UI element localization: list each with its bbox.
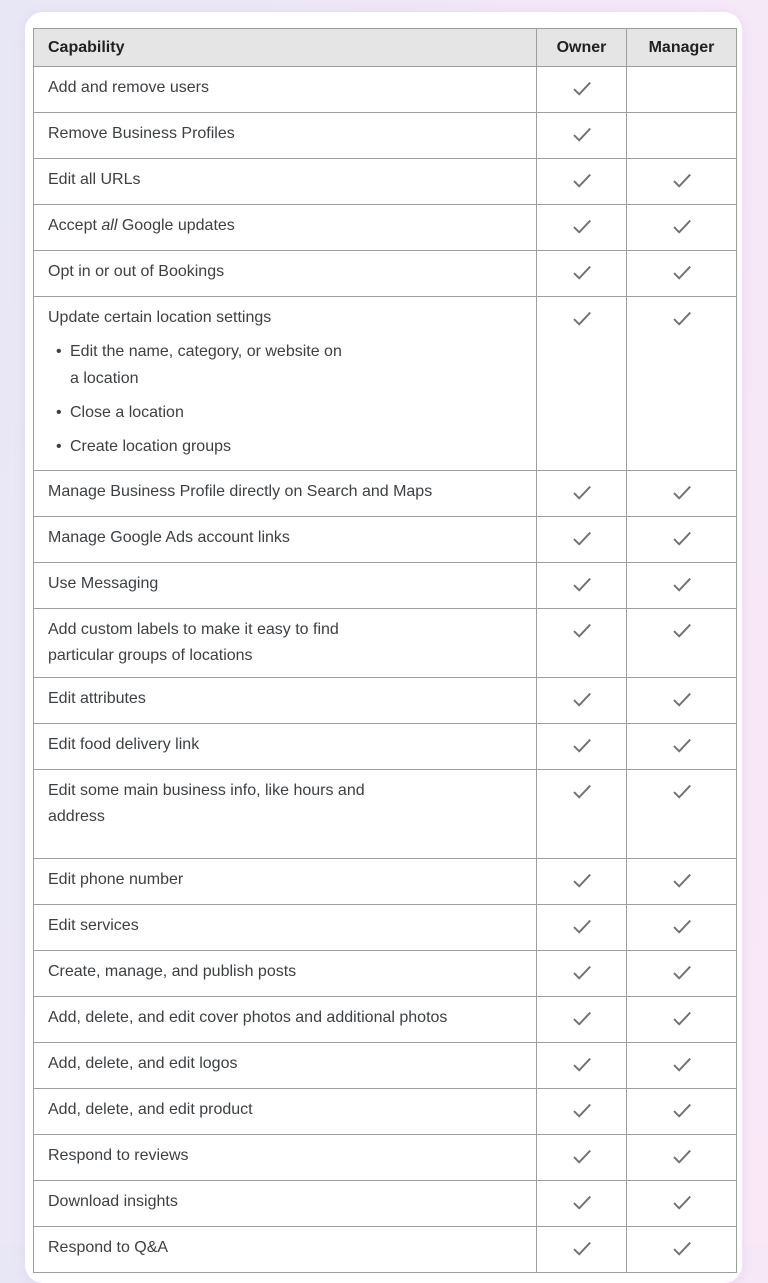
checkmark-icon xyxy=(669,1051,695,1077)
table-row xyxy=(34,471,737,517)
manager-cell xyxy=(627,1135,737,1181)
checkmark-icon xyxy=(669,1005,695,1031)
checkmark-icon xyxy=(669,686,695,712)
table-row xyxy=(34,297,737,471)
capability-cell xyxy=(34,1043,537,1089)
owner-cell xyxy=(537,997,627,1043)
capability-cell xyxy=(34,159,537,205)
bullet-item: • Close a location xyxy=(48,399,522,426)
table-row xyxy=(34,1135,737,1181)
table-row xyxy=(34,724,737,770)
owner-cell xyxy=(537,859,627,905)
manager-cell xyxy=(627,678,737,724)
manager-cell xyxy=(627,1181,737,1227)
capability-cell xyxy=(34,205,537,251)
capability-cell xyxy=(34,1089,537,1135)
manager-cell xyxy=(627,517,737,563)
capability-label: Respond to reviews xyxy=(48,1147,189,1164)
table-row xyxy=(34,859,737,905)
checkmark-icon xyxy=(669,1143,695,1169)
manager-cell xyxy=(627,859,737,905)
checkmark-icon xyxy=(569,259,595,285)
owner-cell xyxy=(537,905,627,951)
content-card xyxy=(25,12,742,1283)
manager-cell xyxy=(627,905,737,951)
checkmark-icon xyxy=(669,913,695,939)
capability-cell xyxy=(34,471,537,517)
capability-cell xyxy=(34,1227,537,1273)
checkmark-icon xyxy=(569,959,595,985)
checkmark-icon xyxy=(569,1097,595,1123)
checkmark-icon xyxy=(569,1143,595,1169)
capability-label: Manage Business Profile directly on Search and Maps xyxy=(48,483,433,500)
table-row xyxy=(34,905,737,951)
table-row xyxy=(34,997,737,1043)
checkmark-icon xyxy=(569,75,595,101)
capability-cell xyxy=(34,1135,537,1181)
capability-table-body xyxy=(34,67,737,1273)
owner-cell xyxy=(537,1089,627,1135)
manager-cell xyxy=(627,609,737,678)
capability-label: Edit attributes xyxy=(48,690,146,707)
table-row xyxy=(34,67,737,113)
manager-cell xyxy=(627,724,737,770)
capability-label: Update certain location settings xyxy=(48,309,272,326)
checkmark-icon xyxy=(669,1189,695,1215)
checkmark-icon xyxy=(669,305,695,331)
capability-cell xyxy=(34,770,537,859)
checkmark-icon xyxy=(569,913,595,939)
checkmark-icon xyxy=(569,732,595,758)
owner-cell xyxy=(537,297,627,471)
manager-cell xyxy=(627,251,737,297)
checkmark-icon xyxy=(669,732,695,758)
owner-cell xyxy=(537,1181,627,1227)
manager-cell xyxy=(627,997,737,1043)
owner-cell xyxy=(537,205,627,251)
table-row xyxy=(34,770,737,859)
capability-cell xyxy=(34,113,537,159)
table-row xyxy=(34,517,737,563)
owner-cell xyxy=(537,251,627,297)
capability-cell xyxy=(34,609,537,678)
checkmark-icon xyxy=(669,959,695,985)
capability-cell xyxy=(34,859,537,905)
checkmark-icon xyxy=(669,525,695,551)
capability-cell xyxy=(34,67,537,113)
owner-cell xyxy=(537,609,627,678)
capability-label: Add custom labels to make it easy to find particular groups of locations xyxy=(48,621,339,664)
header-manager: Manager xyxy=(627,29,737,67)
capability-cell xyxy=(34,997,537,1043)
table-row xyxy=(34,113,737,159)
bullet-item: • Create location groups xyxy=(48,433,522,460)
table-row xyxy=(34,1181,737,1227)
capability-label: Create, manage, and publish posts xyxy=(48,963,297,980)
owner-cell xyxy=(537,67,627,113)
capability-label: Manage Google Ads account links xyxy=(48,529,290,546)
checkmark-icon xyxy=(669,213,695,239)
table-row xyxy=(34,609,737,678)
capability-cell xyxy=(34,951,537,997)
capability-label: Add and remove users xyxy=(48,79,209,96)
table-header xyxy=(34,29,737,67)
table-row xyxy=(34,1043,737,1089)
checkmark-icon xyxy=(569,213,595,239)
owner-cell xyxy=(537,770,627,859)
checkmark-icon xyxy=(569,1189,595,1215)
page-background xyxy=(0,12,768,1256)
checkmark-icon xyxy=(669,1097,695,1123)
capability-cell xyxy=(34,297,537,471)
checkmark-icon xyxy=(669,571,695,597)
owner-cell xyxy=(537,563,627,609)
capability-label: Add, delete, and edit cover photos and additional photos xyxy=(48,1009,448,1026)
table-row xyxy=(34,1227,737,1273)
checkmark-icon xyxy=(569,1051,595,1077)
checkmark-icon xyxy=(569,617,595,643)
capability-label: Accept all Google updates xyxy=(48,217,235,234)
checkmark-icon xyxy=(569,1005,595,1031)
checkmark-icon xyxy=(569,686,595,712)
manager-cell xyxy=(627,1227,737,1273)
table-row xyxy=(34,1089,737,1135)
capability-cell xyxy=(34,905,537,951)
owner-cell xyxy=(537,113,627,159)
owner-cell xyxy=(537,951,627,997)
manager-cell xyxy=(627,770,737,859)
capability-cell xyxy=(34,563,537,609)
manager-cell xyxy=(627,205,737,251)
capability-label: Use Messaging xyxy=(48,575,159,592)
checkmark-icon xyxy=(569,867,595,893)
header-row xyxy=(34,29,737,67)
checkmark-icon xyxy=(569,1235,595,1261)
checkmark-icon xyxy=(569,479,595,505)
capability-cell xyxy=(34,517,537,563)
manager-cell xyxy=(627,951,737,997)
manager-cell xyxy=(627,471,737,517)
owner-cell xyxy=(537,678,627,724)
bullet-item: • Edit the name, category, or website on a location xyxy=(48,338,522,392)
capability-cell xyxy=(34,1181,537,1227)
manager-cell xyxy=(627,297,737,471)
header-capability: Capability xyxy=(34,29,537,67)
capability-label: Respond to Q&A xyxy=(48,1239,169,1256)
capability-label: Edit services xyxy=(48,917,139,934)
checkmark-icon xyxy=(669,1235,695,1261)
capability-label: Add, delete, and edit product xyxy=(48,1101,253,1118)
checkmark-icon xyxy=(569,571,595,597)
owner-cell xyxy=(537,724,627,770)
checkmark-icon xyxy=(669,617,695,643)
capability-bullet-list xyxy=(48,338,522,460)
capability-cell xyxy=(34,678,537,724)
capability-label: Add, delete, and edit logos xyxy=(48,1055,238,1072)
checkmark-icon xyxy=(669,259,695,285)
checkmark-icon xyxy=(669,167,695,193)
checkmark-icon xyxy=(569,525,595,551)
capability-cell xyxy=(34,251,537,297)
manager-cell xyxy=(627,159,737,205)
capability-cell xyxy=(34,724,537,770)
manager-cell xyxy=(627,563,737,609)
capability-label: Edit phone number xyxy=(48,871,184,888)
table-row xyxy=(34,159,737,205)
checkmark-icon xyxy=(669,867,695,893)
checkmark-icon xyxy=(569,121,595,147)
manager-cell xyxy=(627,1043,737,1089)
table-row xyxy=(34,951,737,997)
checkmark-icon xyxy=(669,479,695,505)
capability-label: Edit all URLs xyxy=(48,171,141,188)
manager-cell xyxy=(627,1089,737,1135)
owner-cell xyxy=(537,1043,627,1089)
capability-label: Edit some main business info, like hours and address xyxy=(48,782,365,825)
owner-cell xyxy=(537,471,627,517)
owner-cell xyxy=(537,517,627,563)
checkmark-icon xyxy=(569,167,595,193)
checkmark-icon xyxy=(569,778,595,804)
owner-cell xyxy=(537,159,627,205)
manager-cell xyxy=(627,113,737,159)
capability-label: Remove Business Profiles xyxy=(48,125,235,142)
capability-label: Download insights xyxy=(48,1193,178,1210)
table-row xyxy=(34,205,737,251)
manager-cell xyxy=(627,67,737,113)
header-owner: Owner xyxy=(537,29,627,67)
capability-table xyxy=(33,28,737,1273)
owner-cell xyxy=(537,1135,627,1181)
capability-label: Opt in or out of Bookings xyxy=(48,263,225,280)
table-row xyxy=(34,563,737,609)
checkmark-icon xyxy=(569,305,595,331)
checkmark-icon xyxy=(669,778,695,804)
table-row xyxy=(34,251,737,297)
capability-label: Edit food delivery link xyxy=(48,736,200,753)
table-row xyxy=(34,678,737,724)
owner-cell xyxy=(537,1227,627,1273)
